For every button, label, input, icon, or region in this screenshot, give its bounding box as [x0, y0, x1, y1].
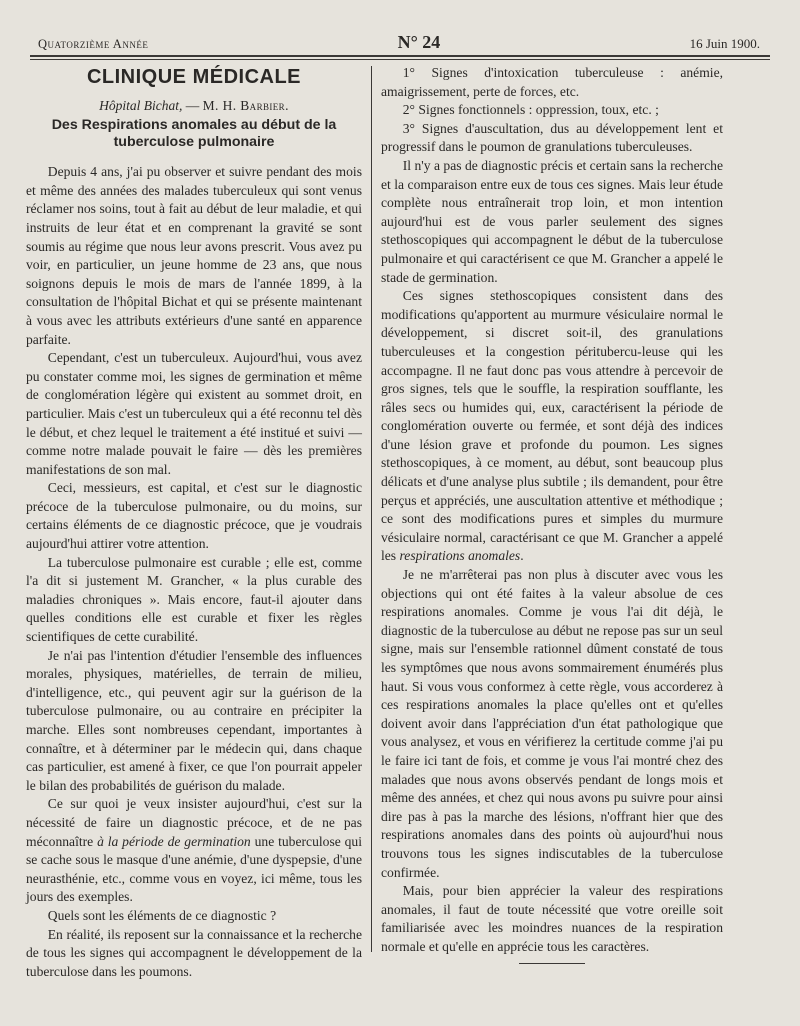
paragraph-r7 [381, 882, 723, 956]
left-body [26, 163, 362, 981]
paragraph-p5 [26, 647, 362, 796]
text-run: Ce sur quoi je veux insister aujourd'hui, c'est sur la nécessité de faire un diagnostic précoce, et de ne pas méconnaître [26, 796, 362, 849]
paragraph-r4 [381, 157, 723, 287]
paragraph-r3 [381, 120, 723, 157]
section-title: CLINIQUE MÉDICALE [86, 66, 302, 88]
text-run: Mais, pour bien apprécier la valeur des respirations anomales, il faut de toute nécessité que votre oreille soit familiarisée avec les moindres nuances de la respiration normale et qu'elle en apprécie tous les caractères. [381, 883, 723, 954]
header-rule-thin [30, 59, 770, 60]
byline-author: M. H. Barbier. [202, 97, 289, 113]
text-run: 1° Signes d'intoxication tuberculeuse : anémie, amaigrissement, perte de forces, etc. [381, 65, 723, 99]
paragraph-p6 [26, 795, 362, 907]
italic-run: à la période de germination [97, 833, 251, 849]
paragraph-r1 [381, 64, 723, 101]
text-run: Cependant, c'est un tuberculeux. Aujourd'hui, vous avez pu constater comme moi, les signes de germination et même de conglomération légère qui existent au sommet droit, en particulier. Mais c'est un tuberculeux qui a été reconnu tel dès le début, et chez lequel le traitement a été institué et suivi — comme notre malade pouvait le faire — dès les premières manifestations de son mal. [26, 350, 362, 477]
text-run: En réalité, ils reposent sur la connaissance et la recherche de tous les signes qui accompagnent le développement de la tuberculose dans les poumons. [26, 926, 362, 979]
text-run: Ces signes stethoscopiques consistent dans des modifications qu'apportent au murmure vésiculaire normal le développement, si discret soit-il, des granulations tuberculeuses et la congestion péritubercu-leuse qui les accompagne. Il ne faut donc pas vous attendre à percevoir de gros signes, tels que le souffle, la respiration soufflante, les râles secs ou humides qui, eux, caractérisent la période de conglomération ouverte ou fermée, et sont déjà des indices d'une lésion grave et profonde du poumon. Les signes stethoscopiques, à ce moment, au début, sont beaucoup plus délicats et d'une analyse plus subtile ; ils demandent, pour être perçus et appréciés, une auscultation attentive et méthodique ; ce sont des modifications pures et simples du murmure vésiculaire normal, caractérisant ce que M. Grancher a appelé les [381, 288, 723, 564]
paragraph-p7 [26, 907, 362, 926]
text-run: Depuis 4 ans, j'ai pu observer et suivre pendant des mois et même des années des malades tuberculeux qui sont venus réclamer nos soins, tout à fait au début de leur maladie, et qui instruits de leur état et en comprenant la gravité se sont soumis au régime que nous leur avons prescrit. Vous avez pu voir, en particulier, un jeune homme de 23 ans, que nous soignons depuis le mois de mars de l'année 1899, à la consultation de l'hôpital Bichat et qui se présente maintenant à vous avec les attributs extérieurs d'une santé en apparence parfaite. [26, 164, 362, 347]
text-run: une tuberculose qui se cache sous le masque d'une anémie, d'une dyspepsie, d'une neurasthénie, etc., comme vous en voyez, ici même, tous les jours des exemples. [26, 833, 363, 905]
text-run: Je n'ai pas l'intention d'étudier l'ensemble des influences morales, physiques, matérielles, de terrain de milieu, d'intelligence, etc., qui peuvent agir sur la guérison de la tuberculose pulmonaire, ou au contraire en précipiter la marche. Elles sont nombreuses cependant, importantes à connaître, et à déterminer par le médecin qui, dans chaque cas particulier, est amené à fixer, ce que l'on pourrait appeler le bilan des probabilités de guérison du malade. [26, 647, 362, 793]
text-run: Je ne m'arrêterai pas non plus à discuter avec vous les objections qui ont été faites à la valeur absolue de ces respirations anomales. Comme je vous l'ai dit déjà, le diagnostic de la tuberculose au début ne repose pas sur un seul signe, mais sur l'ensemble rationnel dûment constaté de tous les symptômes que nous avons sommairement énumérés plus haut. Si vous vous conformez à cette règle, vous accorderez à ces respirations anomales la place qu'elles ont et qu'elles doivent avoir dans l'appréciation d'un état pathologique que vous analysez, et vous en vérifierez la certitude comme j'ai pu le faire ici tant de fois, et comme je vous l'ai montré chez des malades que nous avons observés pendant de longs mois et même des années, et chez qui nous avons pu suivre pour ainsi dire pas à pas la marche des lésions, n'offrant hier que des respirations anomales dans des points où aujourd'hui nous trouvons tous les signes indiscutables de la tuberculose confirmée. [381, 567, 723, 880]
paragraph-p4 [26, 554, 362, 647]
byline-hospital: Hôpital Bichat, [99, 97, 183, 113]
text-run: . [520, 548, 524, 564]
text-run: Ceci, messieurs, est capital, et c'est sur le diagnostic précoce de la tuberculose pulmonaire, ou du moins, sur certains éléments de ce diagnostic précoce, que je voudrais aujourd'hui attirer votre attention. [26, 480, 362, 552]
right-column [381, 64, 723, 970]
text-run: Il n'y a pas de diagnostic précis et certain sans la recherche et la comparaison entre eux de tous ces signes. Mais leur étude complète nous entraînerait trop loin, et mon intention aujourd'hui est de vous parler seulement des signes stethoscopiques qui accompagnent le début de la tuberculose pulmonaire et qui caractérisent ce que M. Grancher a appelé le stade de germination. [381, 157, 723, 285]
text-run: La tuberculose pulmonaire est curable ; elle est, comme l'a dit si justement M. Grancher, « la plus curable des maladies chroniques ». Mais encore, faut-il ajouter dans quelles conditions elle est curable et fixer les règles scientifiques de cette curabilité. [26, 554, 362, 645]
column-divider [371, 66, 372, 952]
paragraph-p1 [26, 163, 362, 349]
running-header [38, 32, 760, 54]
right-body [381, 64, 723, 957]
left-column [26, 64, 362, 981]
paragraph-r6 [381, 566, 723, 882]
byline-separator: — [182, 97, 203, 113]
paragraph-r5 [381, 287, 723, 566]
paragraph-p8 [26, 926, 362, 982]
text-run: 2° Signes fonctionnels : oppression, toux, etc. ; [402, 102, 659, 118]
header-volume: Quatorzième Année [38, 37, 149, 51]
article-title: Des Respirations anomales au début de la tuberculose pulmonaire [51, 117, 337, 151]
paragraph-p3 [26, 479, 362, 553]
header-rule-thick [30, 55, 770, 57]
closing-short-rule [519, 963, 585, 964]
header-issue-number: N° 24 [397, 32, 441, 52]
header-date: 16 Juin 1900. [689, 36, 760, 51]
text-run: Quels sont les éléments de ce diagnostic ? [47, 907, 277, 923]
paragraph-p2 [26, 349, 362, 479]
text-run: 3° Signes d'auscultation, dus au développement lent et progressif dans le poumon de granulations tuberculeuses. [381, 120, 723, 155]
paragraph-r2 [381, 101, 723, 120]
byline [26, 97, 362, 116]
italic-run: respirations anomales [399, 548, 521, 564]
